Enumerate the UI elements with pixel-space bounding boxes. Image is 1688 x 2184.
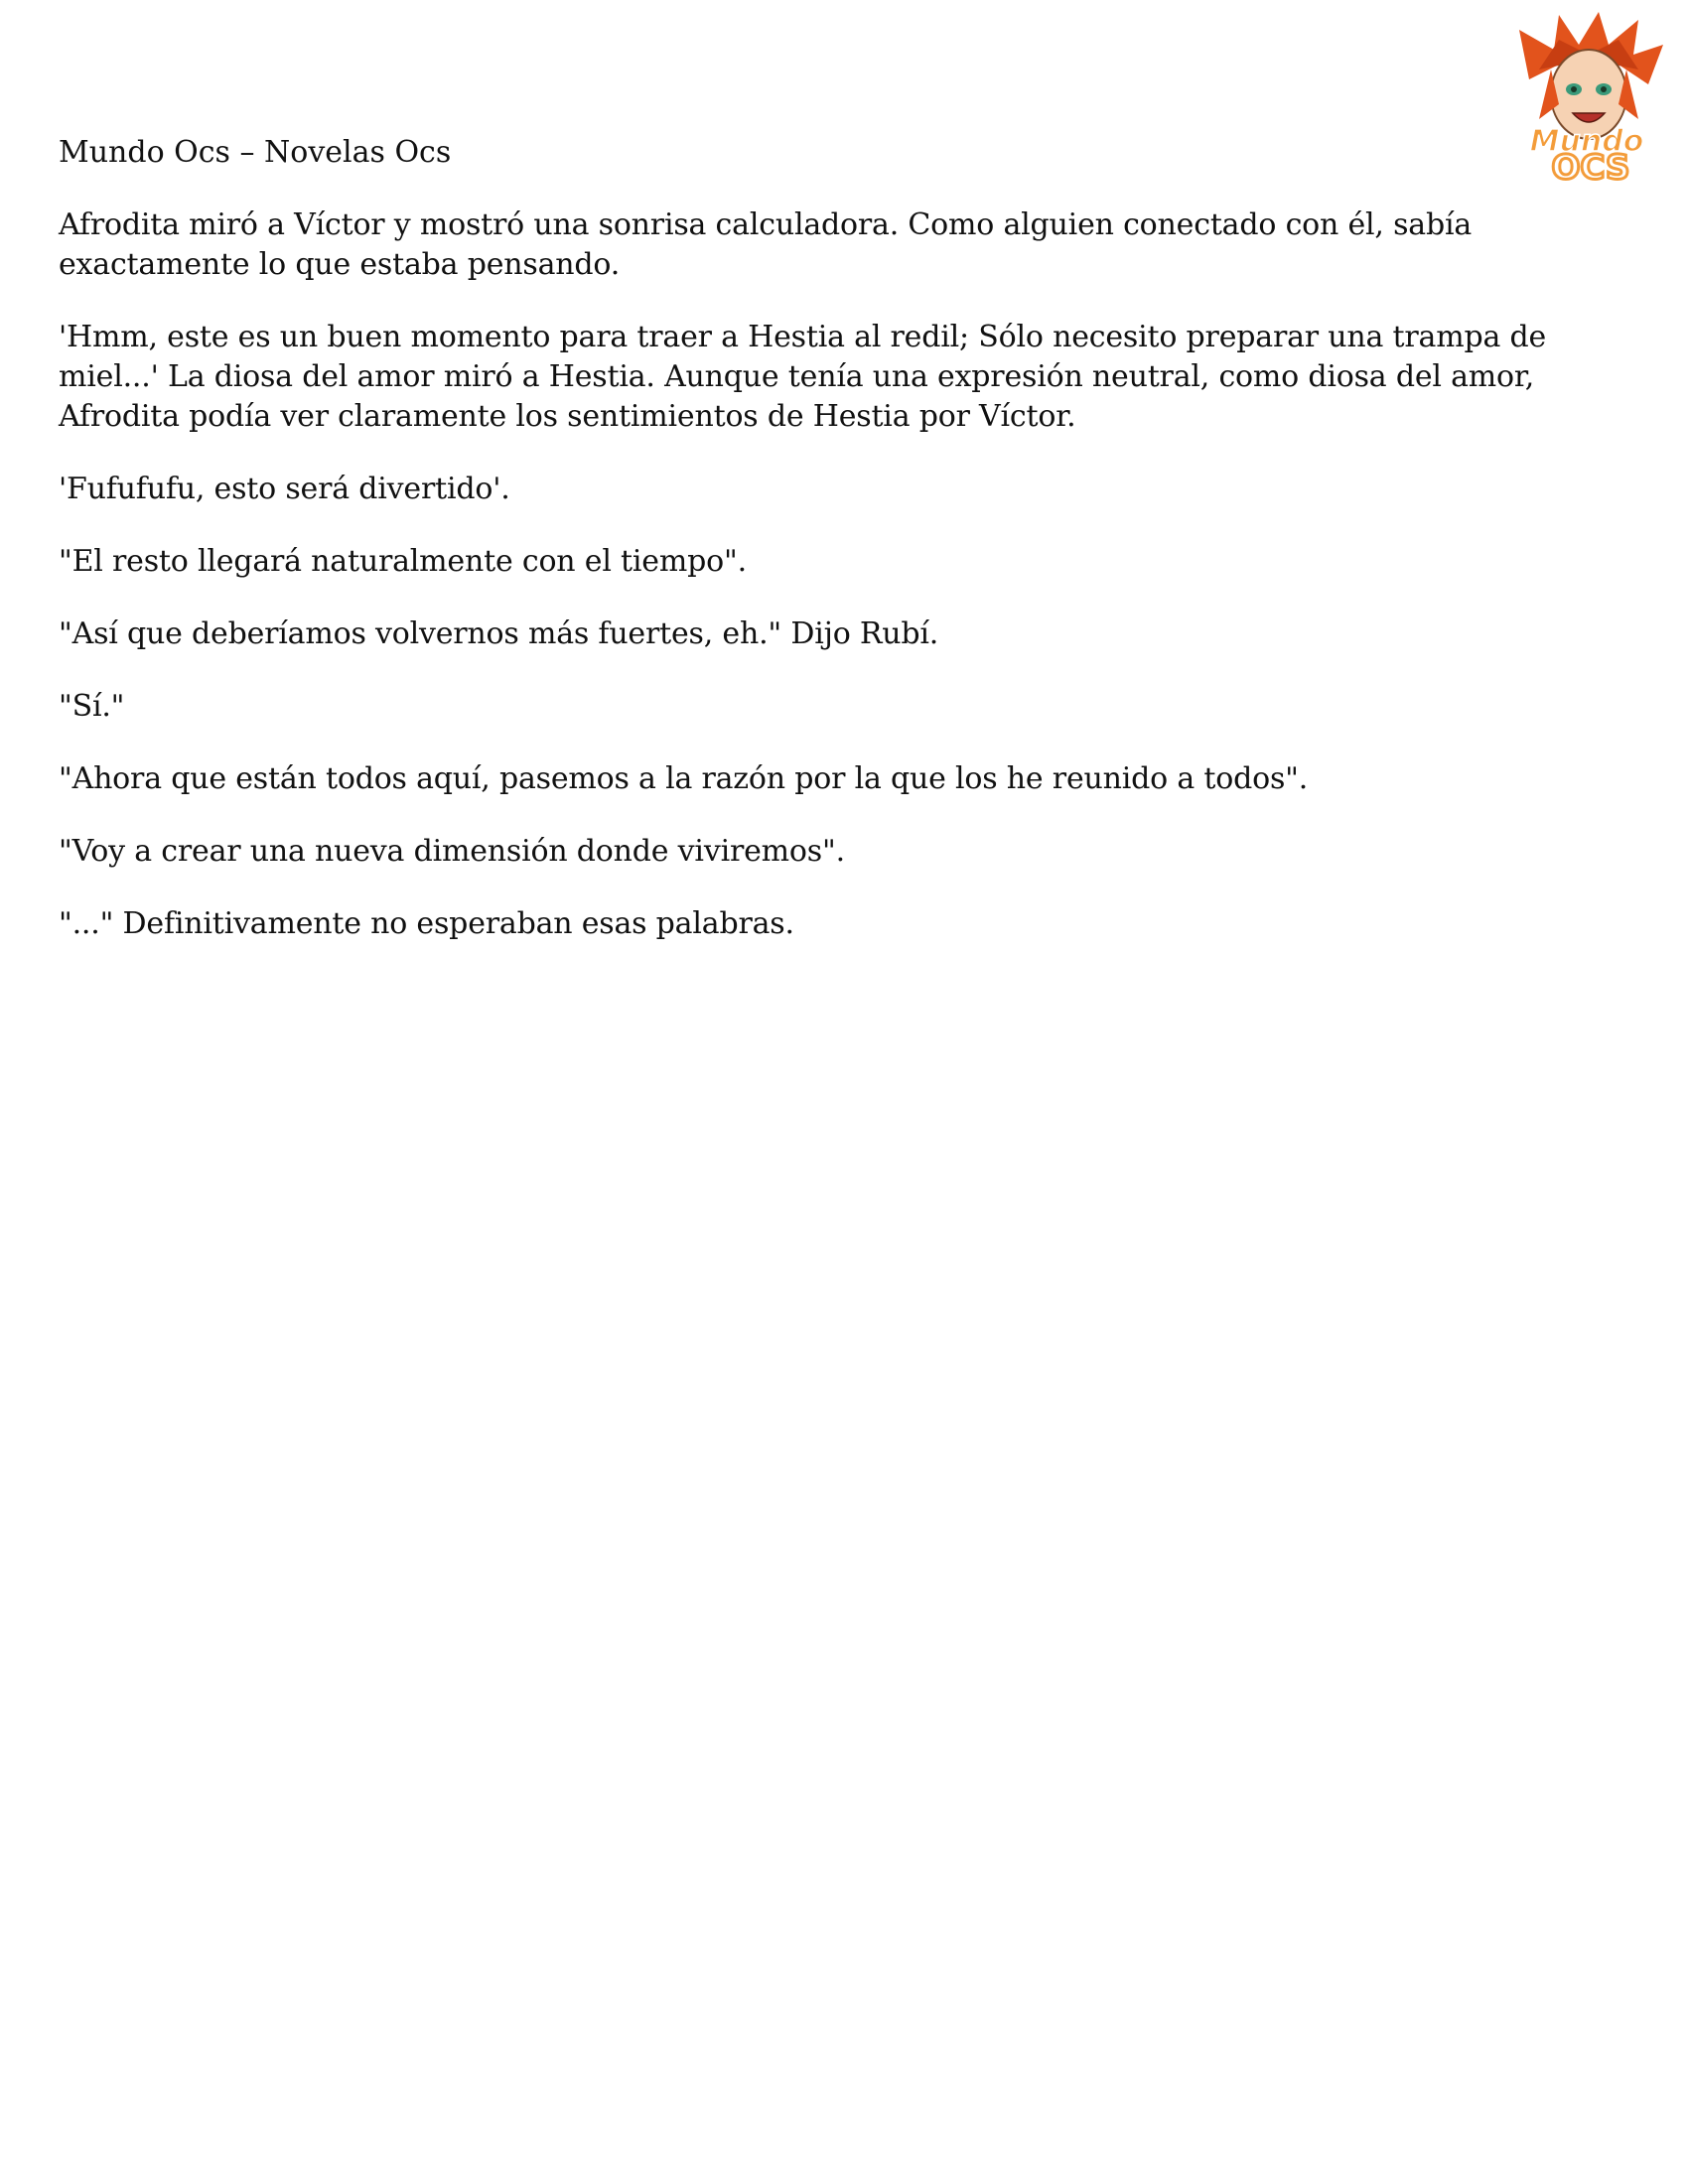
paragraph: "El resto llegará naturalmente con el tiempo". <box>59 544 747 579</box>
paragraph: "..." Definitivamente no esperaban esas palabras. <box>59 906 794 941</box>
paragraph: 'Fufufufu, esto será divertido'. <box>59 472 510 506</box>
paragraph: 'Hmm, este es un buen momento para traer a Hestia al redil; Sólo necesito preparar una trampa de miel...' La diosa del amor miró a Hestia. Aunque tenía una expresión neutral, como diosa del amor, Afrodita podía ver claramente los sentimientos de Hestia por Víctor. <box>59 320 1547 434</box>
document-body <box>59 205 1632 977</box>
paragraph: "Así que deberíamos volvernos más fuertes, eh." Dijo Rubí. <box>59 616 939 651</box>
paragraph: "Sí." <box>59 689 125 724</box>
svg-text:OCS: OCS <box>1551 148 1630 184</box>
svg-text:Mundo: Mundo <box>1529 124 1644 159</box>
logo-wordmark <box>1530 124 1644 184</box>
document-header-title: Mundo Ocs – Novelas Ocs <box>59 135 452 170</box>
mundo-ocs-logo <box>1499 10 1673 184</box>
paragraph: Afrodita miró a Víctor y mostró una sonrisa calculadora. Como alguien conectado con él, sabía exactamente lo que estaba pensando. <box>59 207 1473 282</box>
paragraph: "Voy a crear una nueva dimensión donde viviremos". <box>59 834 845 869</box>
paragraph: "Ahora que están todos aquí, pasemos a la razón por la que los he reunido a todos". <box>59 761 1309 796</box>
